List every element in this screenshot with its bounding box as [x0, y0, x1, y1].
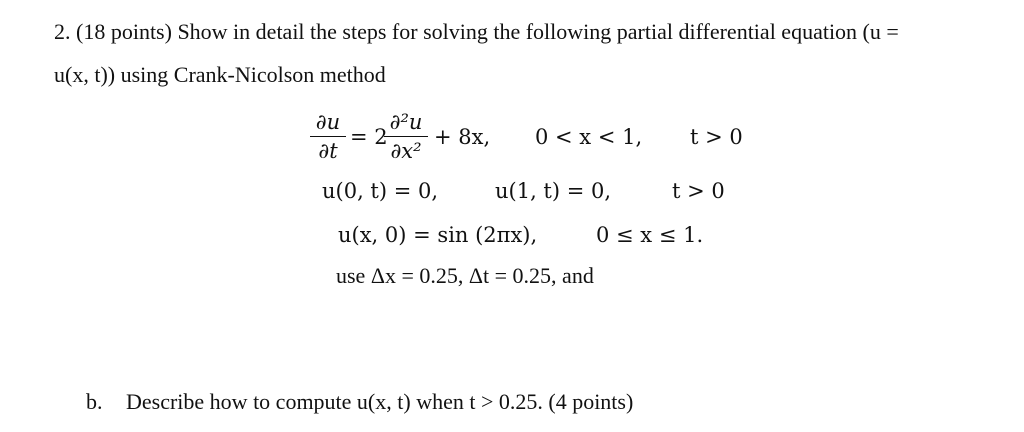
pde-time: t > 0: [690, 125, 743, 149]
pde-rhs-numerator: ∂²u: [389, 110, 423, 134]
pde-rhs-denominator: ∂x²: [390, 139, 422, 163]
initial-condition: u(x, 0) = sin (2πx),: [338, 223, 538, 247]
bc-time: t > 0: [672, 179, 725, 203]
fraction-bar: [384, 136, 428, 137]
pde-lhs-fraction: [310, 110, 346, 163]
pde-domain: 0 < x < 1,: [535, 125, 643, 149]
problem-line-1: 2. (18 points) Show in detail the steps for solving the following partial differential equation (u =: [54, 19, 899, 44]
pde-tail: + 8x,: [434, 125, 491, 149]
bc-left: u(0, t) = 0,: [322, 179, 439, 203]
bc-right: u(1, t) = 0,: [495, 179, 612, 203]
pde-rhs-fraction: [384, 110, 428, 163]
pde-equals: = 2: [350, 125, 388, 149]
part-b-label: b.: [86, 389, 103, 414]
fraction-bar: [310, 136, 346, 137]
pde-lhs-numerator: ∂u: [315, 110, 341, 134]
pde-lhs-denominator: ∂t: [318, 139, 338, 163]
part-b-text: Describe how to compute u(x, t) when t > 0.25. (4 points): [126, 389, 634, 414]
ic-domain: 0 ≤ x ≤ 1.: [596, 223, 704, 247]
step-sizes: use Δx = 0.25, Δt = 0.25, and: [336, 263, 594, 288]
problem-line-2: u(x, t)) using Crank-Nicolson method: [54, 62, 386, 87]
